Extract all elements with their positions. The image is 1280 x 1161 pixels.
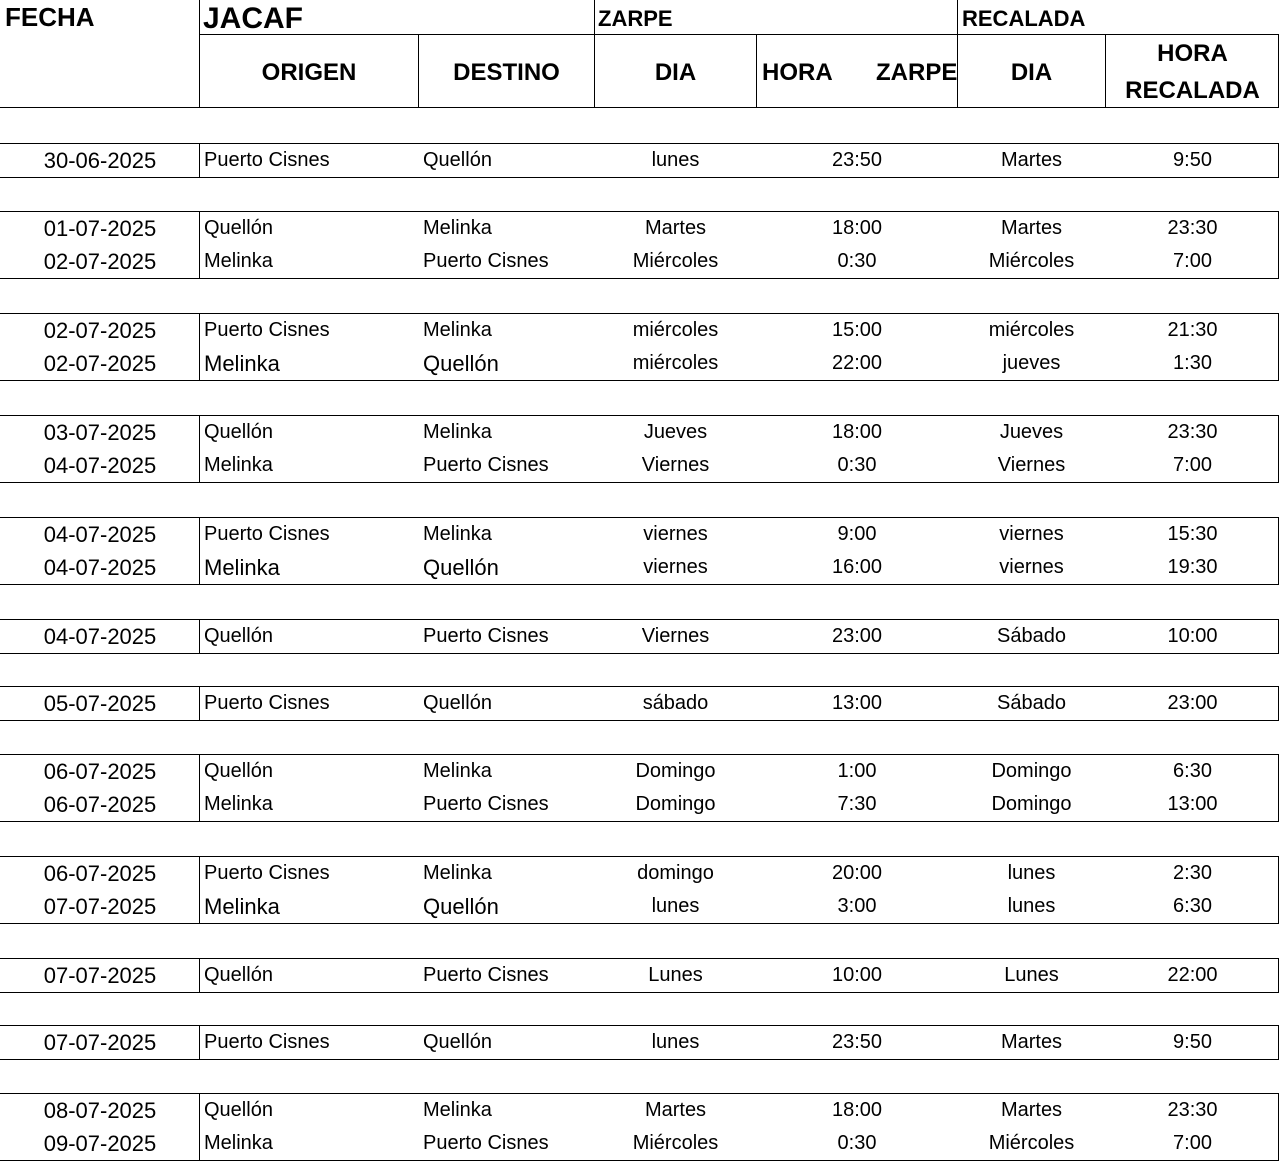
arrival-time-cell: 7:00	[1173, 250, 1212, 272]
table-row	[0, 788, 1279, 821]
header-recalada: RECALADA	[962, 6, 1086, 31]
departure-day-cell: Lunes	[648, 964, 703, 986]
date-cell: 07-07-2025	[43, 1030, 157, 1055]
date-cell: 30-06-2025	[43, 148, 157, 173]
departure-time-cell: 0:30	[837, 454, 877, 476]
date-cell: 04-07-2025	[43, 555, 157, 580]
header-col-sep	[957, 0, 958, 108]
table-row	[0, 890, 1279, 923]
arrival-time-cell: 9:50	[1173, 1031, 1212, 1053]
destination-cell: Puerto Cisnes	[423, 964, 549, 986]
header-origen: ORIGEN	[261, 59, 357, 86]
departure-time-cell: 0:30	[837, 1132, 877, 1154]
arrival-day-cell: Jueves	[999, 421, 1064, 443]
date-cell: 09-07-2025	[43, 1131, 157, 1156]
destination-cell: Quellón	[423, 1031, 492, 1053]
departure-day-cell: Miércoles	[632, 1132, 719, 1154]
header-destino: DESTINO	[453, 59, 560, 86]
arrival-time-cell: 23:30	[1167, 1099, 1218, 1121]
origin-cell: Quellón	[204, 217, 273, 239]
destination-cell: Quellón	[423, 692, 492, 714]
arrival-day-cell: Sábado	[997, 625, 1066, 647]
table-row	[0, 212, 1279, 245]
departure-day-cell: sábado	[642, 692, 709, 714]
origin-cell: Melinka	[204, 351, 280, 376]
header-zarpe: ZARPE	[598, 6, 673, 31]
departure-day-cell: Jueves	[643, 421, 708, 443]
departure-day-cell: miércoles	[632, 352, 719, 374]
arrival-day-cell: Lunes	[1004, 964, 1059, 986]
departure-day-cell: lunes	[651, 895, 700, 917]
destination-cell: Puerto Cisnes	[423, 1132, 549, 1154]
date-cell: 06-07-2025	[43, 792, 157, 817]
date-cell: 03-07-2025	[43, 420, 157, 445]
table-row	[0, 347, 1279, 380]
table-row	[0, 518, 1279, 551]
destination-cell: Melinka	[423, 760, 492, 782]
arrival-time-cell: 23:00	[1167, 692, 1218, 714]
arrival-day-cell: Sábado	[997, 692, 1066, 714]
destination-cell: Puerto Cisnes	[423, 250, 549, 272]
origin-cell: Melinka	[204, 793, 273, 815]
origin-cell: Quellón	[204, 964, 273, 986]
date-cell: 01-07-2025	[43, 216, 157, 241]
departure-day-cell: domingo	[637, 862, 714, 884]
arrival-time-cell: 19:30	[1167, 556, 1218, 578]
arrival-time-cell: 6:30	[1173, 895, 1212, 917]
arrival-day-cell: Martes	[1000, 217, 1063, 239]
arrival-day-cell: Miércoles	[988, 1132, 1075, 1154]
table-row	[0, 449, 1279, 482]
arrival-day-cell: miércoles	[988, 319, 1075, 341]
departure-day-cell: lunes	[651, 149, 700, 171]
departure-day-cell: lunes	[651, 1031, 700, 1053]
arrival-time-cell: 23:30	[1167, 421, 1218, 443]
departure-time-cell: 13:00	[831, 692, 883, 714]
header-col-sep	[418, 34, 419, 108]
date-cell: 08-07-2025	[43, 1098, 157, 1123]
departure-day-cell: Miércoles	[632, 250, 719, 272]
date-cell: 06-07-2025	[43, 861, 157, 886]
destination-cell: Quellón	[423, 894, 499, 919]
departure-time-cell: 23:50	[831, 149, 883, 171]
table-row	[0, 620, 1279, 653]
arrival-time-cell: 1:30	[1173, 352, 1212, 374]
departure-time-cell: 23:00	[831, 625, 883, 647]
departure-day-cell: Domingo	[635, 760, 716, 782]
arrival-day-cell: viernes	[999, 523, 1064, 545]
arrival-day-cell: Domingo	[991, 760, 1072, 782]
departure-time-cell: 3:00	[837, 895, 877, 917]
header-bottom-border	[0, 107, 1279, 108]
destination-cell: Melinka	[423, 421, 492, 443]
header-hora-recalada-1: HORA	[1157, 40, 1228, 67]
header-col-sep	[756, 34, 757, 108]
date-cell: 04-07-2025	[43, 522, 157, 547]
arrival-time-cell: 10:00	[1167, 625, 1218, 647]
origin-cell: Puerto Cisnes	[204, 319, 330, 341]
table-row	[0, 857, 1279, 890]
arrival-day-cell: lunes	[1007, 895, 1056, 917]
arrival-time-cell: 7:00	[1173, 1132, 1212, 1154]
date-cell: 04-07-2025	[43, 624, 157, 649]
departure-day-cell: Viernes	[641, 454, 710, 476]
departure-day-cell: Martes	[644, 217, 707, 239]
origin-cell: Melinka	[204, 894, 280, 919]
header-divider	[200, 34, 1279, 35]
header-recalada-dia: DIA	[1010, 59, 1053, 86]
destination-cell: Quellón	[423, 555, 499, 580]
arrival-day-cell: lunes	[1007, 862, 1056, 884]
departure-day-cell: miércoles	[632, 319, 719, 341]
origin-cell: Puerto Cisnes	[204, 523, 330, 545]
departure-time-cell: 9:00	[837, 523, 877, 545]
date-cell: 02-07-2025	[43, 318, 157, 343]
departure-time-cell: 10:00	[831, 964, 883, 986]
origin-cell: Puerto Cisnes	[204, 862, 330, 884]
departure-day-cell: viernes	[643, 556, 708, 578]
date-cell: 05-07-2025	[43, 691, 157, 716]
destination-cell: Melinka	[423, 217, 492, 239]
departure-day-cell: viernes	[643, 523, 708, 545]
arrival-time-cell: 21:30	[1167, 319, 1218, 341]
departure-day-cell: Viernes	[641, 625, 710, 647]
arrival-day-cell: Martes	[1000, 149, 1063, 171]
destination-cell: Puerto Cisnes	[423, 625, 549, 647]
destination-cell: Melinka	[423, 319, 492, 341]
departure-time-cell: 15:00	[831, 319, 883, 341]
table-row	[0, 959, 1279, 992]
origin-cell: Melinka	[204, 250, 273, 272]
table-row	[0, 1094, 1279, 1127]
header-zarpe-sub: ZARPE	[876, 59, 958, 86]
table-row	[0, 755, 1279, 788]
departure-day-cell: Martes	[644, 1099, 707, 1121]
destination-cell: Quellón	[423, 149, 492, 171]
origin-cell: Quellón	[204, 421, 273, 443]
destination-cell: Melinka	[423, 1099, 492, 1121]
departure-time-cell: 20:00	[831, 862, 883, 884]
arrival-time-cell: 9:50	[1173, 149, 1212, 171]
table-row	[0, 551, 1279, 584]
arrival-day-cell: Martes	[1000, 1031, 1063, 1053]
departure-time-cell: 16:00	[831, 556, 883, 578]
header-dia: DIA	[654, 59, 697, 86]
header-vessel: JACAF	[203, 2, 304, 35]
departure-time-cell: 7:30	[837, 793, 877, 815]
departure-time-cell: 18:00	[831, 1099, 883, 1121]
destination-cell: Quellón	[423, 351, 499, 376]
date-cell: 02-07-2025	[43, 351, 157, 376]
arrival-time-cell: 7:00	[1173, 454, 1212, 476]
arrival-time-cell: 13:00	[1167, 793, 1218, 815]
table-row	[0, 144, 1279, 177]
arrival-time-cell: 23:30	[1167, 217, 1218, 239]
origin-cell: Puerto Cisnes	[204, 149, 330, 171]
arrival-day-cell: jueves	[1002, 352, 1061, 374]
origin-cell: Quellón	[204, 625, 273, 647]
header-col-sep	[1105, 34, 1106, 108]
arrival-day-cell: Martes	[1000, 1099, 1063, 1121]
destination-cell: Melinka	[423, 862, 492, 884]
arrival-day-cell: Miércoles	[988, 250, 1075, 272]
destination-cell: Melinka	[423, 523, 492, 545]
origin-cell: Melinka	[204, 1132, 273, 1154]
header-col-sep	[199, 0, 200, 108]
table-row	[0, 1127, 1279, 1160]
origin-cell: Quellón	[204, 1099, 273, 1121]
departure-time-cell: 1:00	[837, 760, 877, 782]
departure-time-cell: 18:00	[831, 421, 883, 443]
table-row	[0, 1026, 1279, 1059]
arrival-day-cell: viernes	[999, 556, 1064, 578]
departure-time-cell: 18:00	[831, 217, 883, 239]
arrival-time-cell: 6:30	[1173, 760, 1212, 782]
date-cell: 07-07-2025	[43, 963, 157, 988]
destination-cell: Puerto Cisnes	[423, 454, 549, 476]
origin-cell: Melinka	[204, 454, 273, 476]
departure-time-cell: 23:50	[831, 1031, 883, 1053]
arrival-day-cell: Viernes	[997, 454, 1066, 476]
origin-cell: Puerto Cisnes	[204, 1031, 330, 1053]
origin-cell: Melinka	[204, 555, 280, 580]
header-col-sep	[594, 0, 595, 108]
header-fecha: FECHA	[5, 2, 95, 32]
origin-cell: Puerto Cisnes	[204, 692, 330, 714]
header-hora-recalada-2: RECALADA	[1125, 77, 1260, 104]
arrival-time-cell: 22:00	[1167, 964, 1218, 986]
table-row	[0, 245, 1279, 278]
arrival-time-cell: 15:30	[1167, 523, 1218, 545]
date-cell: 07-07-2025	[43, 894, 157, 919]
table-row	[0, 687, 1279, 720]
arrival-time-cell: 2:30	[1173, 862, 1212, 884]
date-cell: 06-07-2025	[43, 759, 157, 784]
header-right-border	[1278, 34, 1279, 108]
date-cell: 02-07-2025	[43, 249, 157, 274]
date-cell: 04-07-2025	[43, 453, 157, 478]
departure-time-cell: 22:00	[831, 352, 883, 374]
table-row	[0, 314, 1279, 347]
origin-cell: Quellón	[204, 760, 273, 782]
destination-cell: Puerto Cisnes	[423, 793, 549, 815]
arrival-day-cell: Domingo	[991, 793, 1072, 815]
departure-day-cell: Domingo	[635, 793, 716, 815]
header-hora: HORA	[762, 59, 833, 86]
departure-time-cell: 0:30	[837, 250, 877, 272]
table-row	[0, 416, 1279, 449]
